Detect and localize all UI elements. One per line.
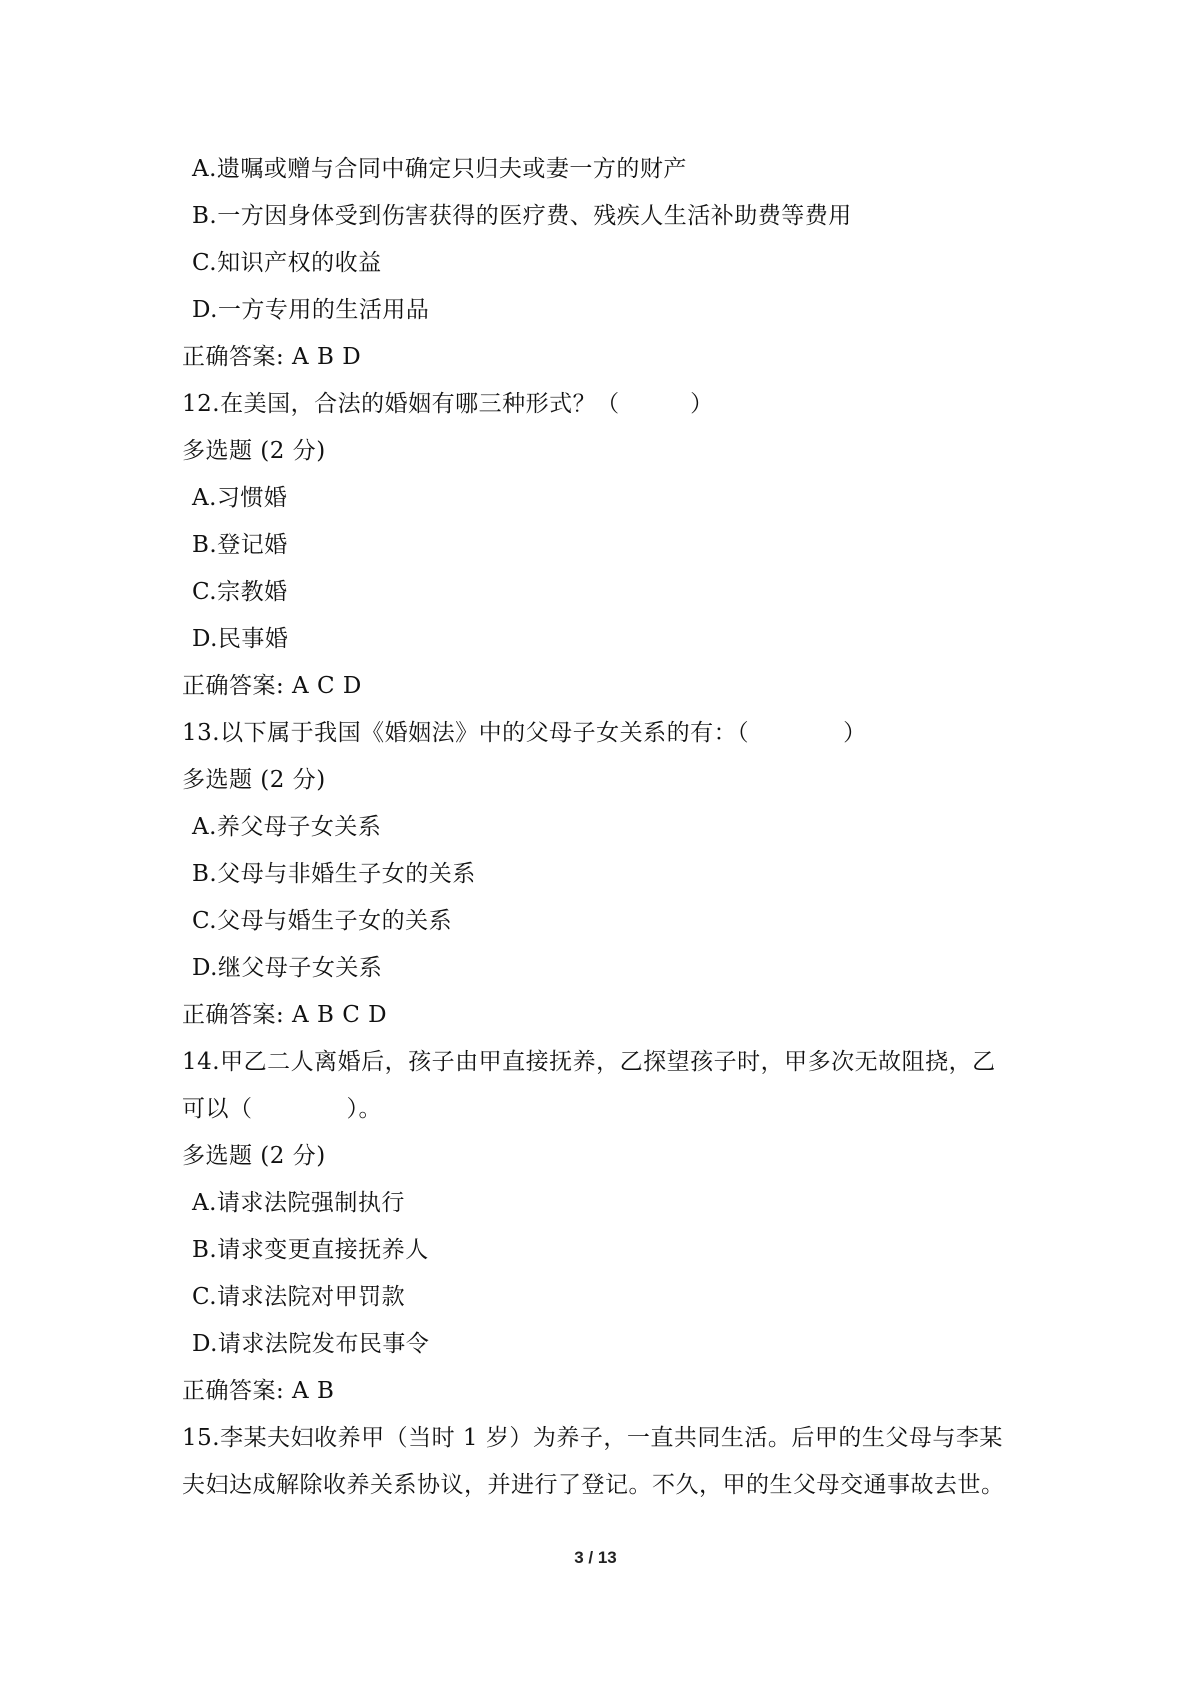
option-line: D.一方专用的生活用品 bbox=[192, 297, 430, 323]
option-line: D.民事婚 bbox=[192, 626, 289, 652]
answer-line: 正确答案: A B C D bbox=[182, 1002, 388, 1028]
question-line: 14.甲乙二人离婚后，孩子由甲直接抚养，乙探望孩子时，甲多次无故阻挠，乙 bbox=[182, 1049, 996, 1075]
question-line: 13.以下属于我国《婚姻法》中的父母子女关系的有：（ ） bbox=[182, 720, 867, 746]
option-line: B.父母与非婚生子女的关系 bbox=[192, 861, 476, 887]
option-line: A.遗嘱或赠与合同中确定只归夫或妻一方的财产 bbox=[192, 156, 687, 182]
option-line: A.习惯婚 bbox=[192, 485, 288, 511]
option-line: A.养父母子女关系 bbox=[192, 814, 382, 840]
question-type-line: 多选题 (2 分) bbox=[182, 438, 326, 464]
page-number: 3 / 13 bbox=[574, 1548, 617, 1567]
option-line: D.继父母子女关系 bbox=[192, 955, 383, 981]
option-line: D.请求法院发布民事令 bbox=[192, 1331, 430, 1357]
question-line: 15.李某夫妇收养甲（当时 1 岁）为养子，一直共同生活。后甲的生父母与李某 bbox=[182, 1425, 1003, 1451]
option-line: C.请求法院对甲罚款 bbox=[192, 1284, 406, 1310]
document-body bbox=[182, 146, 1022, 1509]
answer-line: 正确答案: A C D bbox=[182, 673, 362, 699]
answer-line: 正确答案: A B bbox=[182, 1378, 335, 1404]
option-line: C.宗教婚 bbox=[192, 579, 288, 605]
option-line: C.知识产权的收益 bbox=[192, 250, 382, 276]
option-line: A.请求法院强制执行 bbox=[192, 1190, 405, 1216]
option-line: C.父母与婚生子女的关系 bbox=[192, 908, 453, 934]
question-line: 12.在美国，合法的婚姻有哪三种形式？（ ） bbox=[182, 391, 714, 417]
question-type-line: 多选题 (2 分) bbox=[182, 1143, 326, 1169]
option-line: B.请求变更直接抚养人 bbox=[192, 1237, 429, 1263]
question-line-continued: 可以（ ）。 bbox=[182, 1096, 382, 1122]
question-type-line: 多选题 (2 分) bbox=[182, 767, 326, 793]
option-line: B.登记婚 bbox=[192, 532, 288, 558]
question-line-continued: 夫妇达成解除收养关系协议，并进行了登记。不久，甲的生父母交通事故去世。 bbox=[182, 1472, 1005, 1498]
answer-line: 正确答案: A B D bbox=[182, 344, 362, 370]
option-line: B.一方因身体受到伤害获得的医疗费、残疾人生活补助费等费用 bbox=[192, 203, 852, 229]
